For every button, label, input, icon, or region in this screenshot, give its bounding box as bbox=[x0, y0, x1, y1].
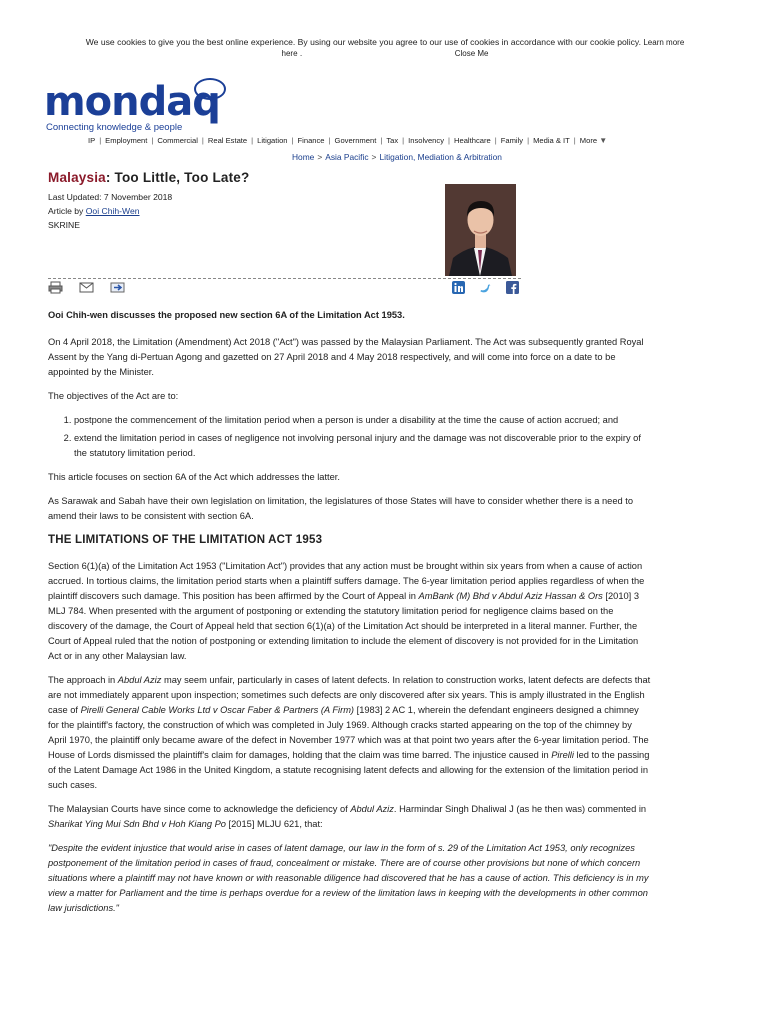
title-country[interactable]: Malaysia bbox=[48, 170, 106, 185]
nav-item-more[interactable]: More ▼ bbox=[579, 136, 608, 145]
nav-separator: | bbox=[201, 136, 204, 145]
firm-name: SKRINE bbox=[48, 220, 80, 230]
list-item: 1. postpone the commencement of the limitation period when a person is under a disability at the time the cause of action accrued; and bbox=[74, 413, 652, 428]
nav-item-tax[interactable]: Tax bbox=[386, 136, 399, 145]
block-quote: "Despite the evident injustice that would arise in cases of latent damage, our law in the form of s. 29 of the Limitation Act 1953, only recognizes postponement of the limitation period in cases of fraud, concealment or mistake. There are of course other provisions but none of which concern situations where a plaintiff may not have known or with reasonable diligence had discovered that he has a cause of action. This deficiency is in my view a matter for Parliament and the time is perhaps overdue for a review of the limitation laws in keeping with the developments in other common law jurisdictions." bbox=[48, 843, 649, 913]
title-text: : Too Little, Too Late? bbox=[105, 170, 250, 185]
nav-separator: | bbox=[448, 136, 450, 145]
article-lead: Ooi Chih-wen discusses the proposed new section 6A of the Limitation Act 1953. bbox=[48, 310, 405, 320]
paragraph: On 4 April 2018, the Limitation (Amendment) Act 2018 ("Act") was passed by the Malaysian Parliament. The Act was subsequently granted Royal Assent by the Yang di-Pertuan Agong and gazetted on 27 April 2018 and 4 May 2018 respectively, and will come into force on a date to be appointed by the Minister. bbox=[48, 337, 644, 377]
author-link[interactable]: Ooi Chih-Wen bbox=[85, 206, 140, 216]
logo-tagline: Connecting knowledge & people bbox=[46, 122, 183, 133]
nav-separator: | bbox=[380, 136, 383, 145]
divider bbox=[48, 278, 521, 279]
nav-separator: | bbox=[328, 136, 331, 145]
nav-item-government[interactable]: Government bbox=[334, 136, 377, 145]
nav-separator: | bbox=[494, 136, 497, 145]
learn-more-link[interactable]: Learn more here bbox=[281, 38, 685, 59]
facebook-icon[interactable] bbox=[506, 281, 521, 294]
close-cookie-button[interactable]: Close Me bbox=[454, 49, 489, 59]
breadcrumb-home[interactable]: Home bbox=[292, 152, 315, 162]
nav-item-finance[interactable]: Finance bbox=[297, 136, 325, 145]
print-icon[interactable] bbox=[48, 281, 63, 294]
nav-separator: | bbox=[573, 136, 576, 145]
nav-item-commercial[interactable]: Commercial bbox=[157, 136, 198, 145]
paragraph: The Malaysian Courts have since come to acknowledge the deficiency of Abdul Aziz. Harmindar Singh Dhaliwal J (as he then was) commented in Sharikat Ying Mui Sdn Bhd v Hoh Kiang Po [2015] MLJU 621, that: bbox=[48, 804, 647, 829]
logo-wordmark: mondaq bbox=[44, 79, 220, 125]
nav-separator: | bbox=[251, 136, 254, 145]
cookie-banner bbox=[40, 37, 730, 60]
breadcrumb bbox=[292, 151, 502, 163]
breadcrumb-category[interactable]: Litigation, Mediation & Arbitration bbox=[379, 152, 502, 162]
mondaq-logo[interactable] bbox=[44, 78, 229, 134]
paragraph: The objectives of the Act are to: bbox=[48, 391, 179, 401]
nav-item-ip[interactable]: IP bbox=[88, 136, 96, 145]
nav-item-real-estate[interactable]: Real Estate bbox=[207, 136, 248, 145]
article-meta bbox=[48, 190, 172, 232]
last-updated: Last Updated: 7 November 2018 bbox=[48, 192, 173, 202]
breadcrumb-sep: > bbox=[371, 152, 377, 162]
nav-item-litigation[interactable]: Litigation bbox=[257, 136, 288, 145]
article-body bbox=[48, 308, 652, 925]
nav-item-family[interactable]: Family bbox=[500, 136, 524, 145]
cookie-text: We use cookies to give you the best online experience. By using our website you agree to our use of cookies in accordance with our cookie policy. bbox=[85, 37, 641, 47]
article-tools bbox=[48, 281, 125, 294]
social-share bbox=[452, 281, 521, 294]
breadcrumb-region[interactable]: Asia Pacific bbox=[325, 152, 369, 162]
paragraph: Section 6(1)(a) of the Limitation Act 1953 ("Limitation Act") provides that any action must be brought within six years from when a cause of action accrued. In tortious claims, the limitation period starts when a plaintiff suffers damage. The 6-year limitation period applies regardless of when the plaintiff discovers such damage. This position has been affirmed by the Court of Appeal in AmBank (M) Bhd v Abdul Aziz Hassan & Ors [2010] 3 MLJ 784. When presented with the argument of postponing or extending the statutory limitation period for negligence claims based on the discovery of the damage, the Court of Appeal held that section 6(1)(a) of the Limitation Act should be interpreted in a literal manner. Further, the Court of Appeal ruled that the notion of postponing or extending limitation to include the element of discovery is not provided for in the Limitation Act or in any other Malaysian law. bbox=[48, 561, 645, 661]
paragraph: The approach in Abdul Aziz may seem unfair, particularly in cases of latent defects. In relation to construction works, latent defects are defects that are not immediately apparent upon inspection; sometimes such defects are only discovered after six years. This is amply illustrated in the English case of Pirelli General Cable Works Ltd v Oscar Faber & Partners (A Firm) [1983] 2 AC 1, wherein the defendant engineers designed a chimney for the plaintiff's factory, the construction of which was completed in July 1969. Although cracks started appearing on the top of the chimney by April 1970, the plaintiff only became aware of the defect in November 1977 which was at that point two years after the 6-year limitation period. The House of Lords dismissed the plaintiff's claim for damages, holding that the claim was time barred. The injustice caused in Pirelli led to the passing of the Latent Damage Act 1986 in the United Kingdom, a statute recognising latent defects and allowing for the extension of the limitation period in such cases. bbox=[48, 675, 651, 790]
nav-separator: | bbox=[99, 136, 102, 145]
list-item: 2. extend the limitation period in cases of negligence not involving personal injury and the damage was not discoverable prior to the expiry of the statutory limitation period. bbox=[74, 431, 652, 461]
forward-icon[interactable] bbox=[110, 281, 125, 294]
nav-item-media-it[interactable]: Media & IT bbox=[533, 136, 570, 145]
cookie-dot: . bbox=[299, 48, 303, 59]
paragraph: As Sarawak and Sabah have their own legislation on limitation, the legislatures of those States will have to consider whether there is a need to amend their laws to be consistent with section 6A. bbox=[48, 496, 634, 521]
paragraph: This article focuses on section 6A of the Act which addresses the latter. bbox=[48, 472, 340, 482]
page-title bbox=[48, 168, 249, 188]
section-heading: THE LIMITATIONS OF THE LIMITATION ACT 1953 bbox=[48, 534, 323, 546]
nav-item-healthcare[interactable]: Healthcare bbox=[454, 136, 491, 145]
nav-separator: | bbox=[291, 136, 294, 145]
logo-ring bbox=[194, 78, 226, 100]
email-icon[interactable] bbox=[79, 281, 94, 294]
linkedin-icon[interactable] bbox=[452, 281, 467, 294]
byline: Article by Ooi Chih-Wen bbox=[48, 206, 140, 216]
chevron-down-icon: ▼ bbox=[599, 136, 608, 145]
twitter-icon[interactable] bbox=[479, 281, 494, 294]
objectives-list bbox=[48, 413, 652, 461]
nav-separator: | bbox=[527, 136, 530, 145]
nav-separator: | bbox=[151, 136, 154, 145]
breadcrumb-sep: > bbox=[317, 152, 323, 162]
nav-separator: | bbox=[402, 136, 405, 145]
author-photo bbox=[445, 184, 516, 276]
main-nav bbox=[88, 135, 738, 147]
nav-item-employment[interactable]: Employment bbox=[105, 136, 148, 145]
nav-item-insolvency[interactable]: Insolvency bbox=[408, 136, 445, 145]
